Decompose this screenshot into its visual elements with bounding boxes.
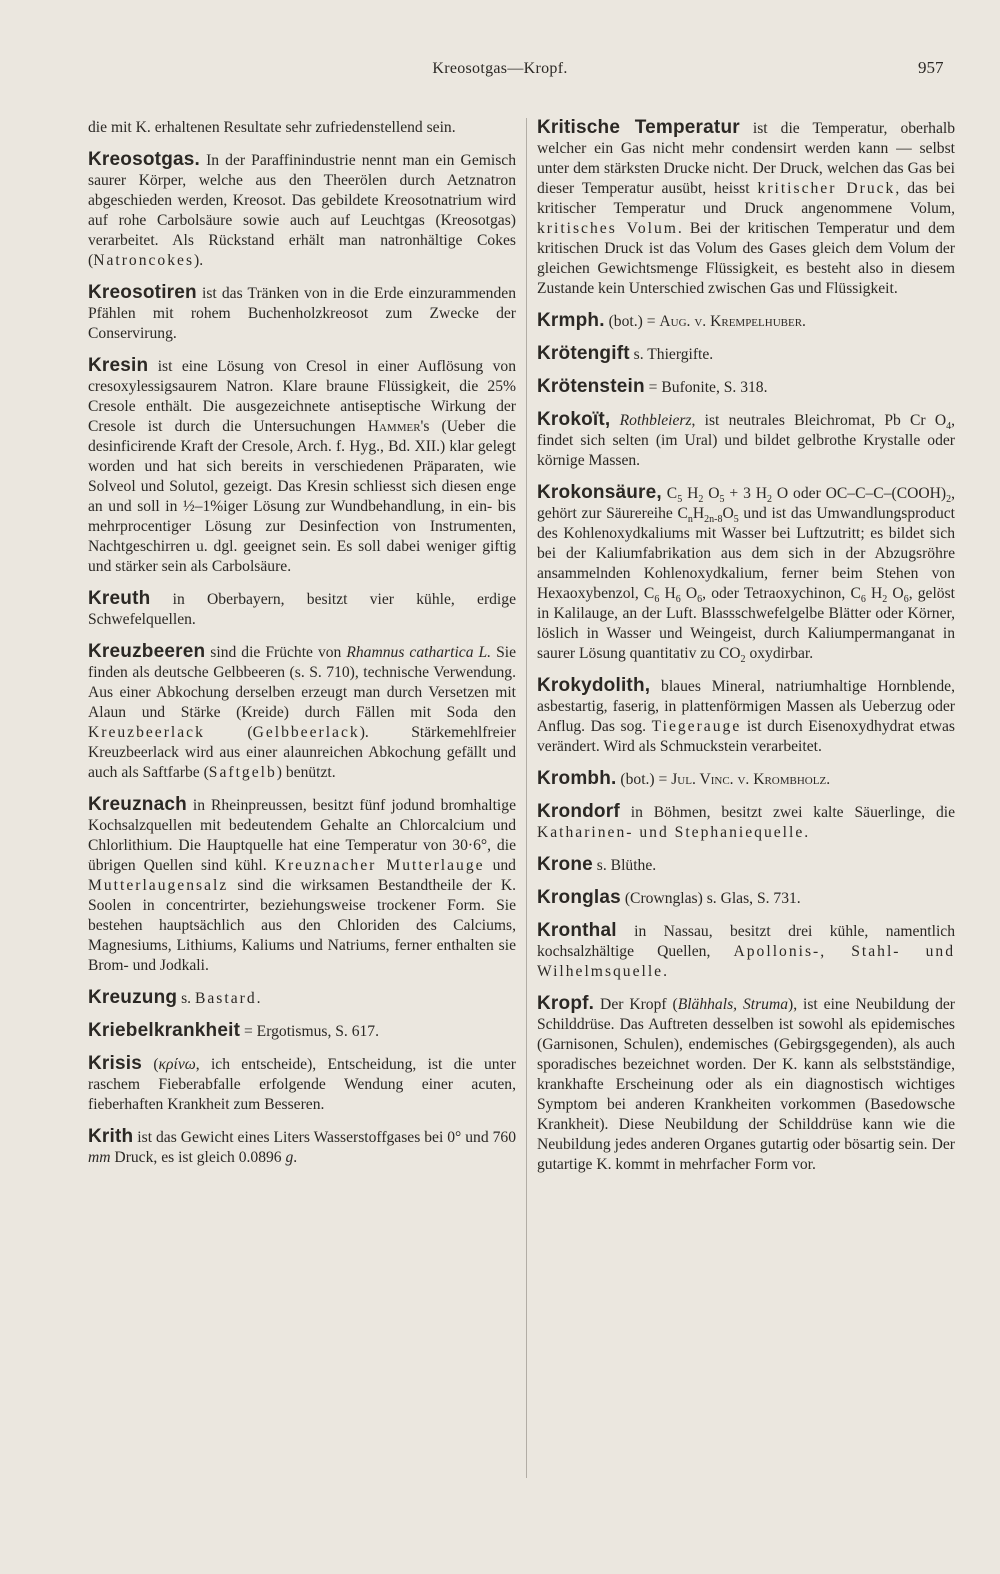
subscript: n	[687, 514, 693, 526]
entry-text: ist eine Lösung von Cresol in einer Auflösung von cresoxylessigsaurem Natron. Klare braune Flüssigkeit, die 25% Cresole enthält. Die ausgezeichnete antiseptische Wirkung der Cresole ist durch die Untersuchungen	[88, 358, 516, 435]
entry-kritische-temperatur	[537, 118, 955, 299]
headword: Kreuth	[88, 588, 151, 609]
entry-text: H	[692, 505, 705, 522]
subscript: 2	[740, 654, 746, 666]
entry-text: (bot.) =	[616, 771, 672, 788]
spaced-term: Bastard	[194, 990, 257, 1007]
page-number: 957	[918, 58, 944, 77]
formula-text: O	[703, 485, 720, 502]
entry-text: In der Paraffinindustrie nennt man ein Gemisch saurer Körper, welche aus den Theerölen durch Aetznatron abgeschieden werden, Kreosot. Das gebildete Kreosotnatrium wird auf rohe Carbolsäure sowie auch auf Leuchtgas (Kreosotgas) verarbeitet. Als Rückstand erhält man natronhältige Cokes (	[88, 152, 516, 269]
entry-text: ist das Tränken von in die Erde einzurammenden Pfählen mit rohem Buchenholzkreosot zum Zwecke der Conservirung.	[88, 285, 516, 342]
formula-text: + 3 H	[724, 485, 768, 502]
entry-text: , gehört zur Säurereihe C	[537, 485, 955, 522]
entry-krondorf	[537, 802, 955, 843]
entry-krokydolith	[537, 676, 955, 757]
entry-kreuth	[88, 589, 516, 630]
subscript: 6	[675, 594, 681, 606]
author-name: Hammer	[367, 418, 421, 435]
formula-text: C	[661, 485, 678, 502]
entry-text: (	[142, 1056, 159, 1073]
headword: Krombh.	[537, 768, 617, 789]
headword: Krmph.	[537, 310, 605, 331]
entry-text: .	[802, 313, 806, 330]
headword: Kronglas	[537, 887, 621, 908]
entry-text: . Bei der kritischen Temperatur und dem kritischen Druck ist das Volum des Gases gleich dem Volum der gleichen Gewichtsmenge Flüssigkeit, es besteht also in diesem Zustande kein Unterschied zwischen Gas und Flüssigkeit.	[537, 220, 955, 297]
entry-text: Sie finden als deutsche Gelbbeeren (s. S. 710), technische Verwendung. Aus einer Abkochung derselben erzeugt man durch Versetzen mit Alaun und Stärke (Kreide) durch Fällen mit Soda den	[88, 644, 517, 721]
entry-kreosotiren	[88, 283, 516, 344]
entry-kresin	[88, 356, 516, 577]
synonym: Rothbleierz	[619, 412, 692, 429]
entry-text: , oder Tetraoxychinon, C	[702, 585, 861, 602]
entry-text: in Rheinpreussen, besitzt fünf jodund bromhaltige Kochsalzquellen mit bedeutendem Gehalte an Chlorcalcium und Chlorlithium. Die Hauptquelle hat eine Temperatur von 30·6°, die übrigen Quellen sind kühl.	[88, 797, 516, 874]
left-column	[88, 118, 516, 1168]
headword: Kresin	[88, 355, 149, 376]
running-head: Kreosotgas—Kropf.	[432, 60, 568, 77]
headword: Krokonsäure,	[537, 482, 662, 503]
spaced-term: kritischer Druck	[757, 180, 896, 197]
headword: Krisis	[88, 1053, 143, 1074]
entry-text: , ich entscheide), Entscheidung, ist die unter raschem Fieberabfalle erfolgende Wendung einer acuten, fieberhaften Krankheit zum Besseren.	[88, 1056, 516, 1113]
entry-text: und ist das Umwandlungsproduct des Kohlenoxydkaliums mit Wasser bei Luftzutritt; es bildet sich bei der Kaliumfabrikation aus dem sich in der Abzugsröhre ansammelnden Kohlenoxydkalium, ferner beim Stehen von Hexaoxybenzol, C	[537, 505, 955, 602]
spaced-term: Kreuznacher Mutterlauge	[274, 857, 485, 874]
entry-text: s. Thiergifte.	[629, 346, 714, 363]
headword: Krokydolith,	[537, 675, 651, 696]
entry-text: ), ist eine Neubildung der Schilddrüse. Das Auftreten desselben ist sowohl als epidemisches (Garnisonen, Schulen), endemisches (Gebirgsgegenden), als auch sporadisches bezeichnet worden. Der K. kann als selbstständige, krankhafte Erscheinung oder als ein diagnostisch wichtiges Symptom bei anderen Krankheiten vorkommen (Basedowsche Krankheit). Diese Neubildung der Schilddrüse kann wie die Neubildung jedes anderen Organes gutartig oder bösartig sein. Der gutartige K. kommt in mehrfacher Form vor.	[537, 996, 955, 1173]
entry-text: H	[659, 585, 676, 602]
headword: Krith	[88, 1126, 134, 1147]
spaced-term: Gelbbeerlack	[252, 724, 360, 741]
entry-kreuznach	[88, 795, 516, 976]
entry-text: Der Kropf (	[594, 996, 678, 1013]
entry-text: (	[204, 724, 253, 741]
headword: Kreuzung	[88, 987, 178, 1008]
entry-text: s.	[177, 990, 195, 1007]
headword: Krötengift	[537, 343, 630, 364]
entry-text: .	[663, 963, 668, 980]
subscript: 4	[946, 421, 952, 433]
entry-text: s. Blüthe.	[592, 857, 657, 874]
headword: Krone	[537, 854, 593, 875]
entry-text: .	[804, 824, 809, 841]
entry-text: ).	[194, 252, 204, 269]
subscript: 2	[882, 594, 888, 606]
entry-krokoit	[537, 410, 955, 471]
species-name: Rhamnus cathartica L.	[346, 644, 492, 661]
subscript: 5	[677, 494, 683, 506]
spaced-term: Kreuzbeerlack	[88, 724, 205, 741]
subscript: 6	[654, 594, 660, 606]
subscript: 5	[719, 494, 725, 506]
entry-text: (Crownglas) s. Glas, S. 731.	[620, 890, 801, 907]
greek-word: κρίνω	[158, 1056, 196, 1073]
entry-text: ). Stärkemehlfreier Kreuzbeerlack wird aus einer alaunreichen Abkochung gefällt und auch als Saftfarbe (	[88, 724, 517, 781]
spaced-term: kritisches Volum	[537, 220, 678, 237]
synonym: Blähhals, Struma	[677, 996, 788, 1013]
entry-krokonsaeure	[537, 483, 955, 664]
entry-text: sind die Früchte von	[205, 644, 347, 661]
entry-kriebelkrankheit	[88, 1021, 516, 1042]
spaced-term: Apollonis-, Stahl- und Wilhelmsquelle	[537, 943, 955, 980]
entry-krisis	[88, 1054, 516, 1115]
entry-kroetengift	[537, 344, 955, 365]
entry-krith	[88, 1127, 516, 1168]
spaced-term: Saftgelb	[208, 764, 277, 781]
unit: g	[285, 1149, 294, 1166]
headword: Krötenstein	[537, 376, 645, 397]
headword: Kreosotiren	[88, 282, 197, 303]
formula-text: O oder OC–C–C–(COOH)	[772, 485, 947, 502]
entry-text: blaues Mineral, natriumhaltige Hornblende, asbestartig, faserig, in plattenförmigen Massen als Ueberzug oder Anflug. Das sog.	[537, 678, 955, 735]
entry-text: und	[484, 857, 516, 874]
spaced-term: Natroncokes	[93, 252, 195, 269]
entry-text: O	[722, 505, 734, 522]
spaced-term: Mutterlaugensalz	[88, 877, 229, 894]
entry-kreuzung	[88, 988, 516, 1009]
entry-text: in Nassau, besitzt drei kühle, namentlich kochsalzhältige Quellen,	[537, 923, 955, 960]
entry-text: in Böhmen, besitzt zwei kalte Säuerlinge, die	[619, 804, 955, 821]
entry-text	[610, 412, 619, 429]
headword: Kritische Temperatur	[537, 117, 740, 138]
entry-text: ist durch Eisenoxydhydrat etwas verändert. Wird als Schmuckstein verarbeitet.	[537, 718, 955, 755]
entry-kreuzbeeren	[88, 642, 516, 783]
entry-text: ist die Temperatur, oberhalb welcher ein Gas nicht mehr condensirt werden kann — selbst unter dem stärksten Drucke nicht. Der Druck, welchen das Gas bei dieser Temperatur ausübt, heisst	[537, 120, 956, 197]
headword: Kreuzbeeren	[88, 641, 206, 662]
author-name: Aug. v. Krempelhuber	[659, 313, 803, 330]
column-divider	[526, 118, 527, 1478]
entry-text: H	[865, 585, 883, 602]
entry-text: O	[680, 585, 698, 602]
subscript: 5	[733, 514, 739, 526]
entry-text: die mit K. erhaltenen Resultate sehr zufriedenstellend sein.	[88, 119, 456, 136]
entry-text: .	[826, 771, 831, 788]
headword: Kreosotgas.	[88, 149, 201, 170]
entry-kronglas	[537, 888, 955, 909]
entry-text: = Bufonite, S. 318.	[644, 379, 768, 396]
subscript: 6	[860, 594, 866, 606]
entry-text: , das bei kritischer Temperatur und Druck angenommene Volum,	[537, 180, 955, 217]
headword: Krokoït,	[537, 409, 611, 430]
entry-text: , ist neutrales Bleichromat, Pb Cr O	[691, 412, 947, 429]
headword: Kriebelkrankheit	[88, 1020, 241, 1041]
formula-text: H	[682, 485, 699, 502]
subscript: 2	[946, 494, 952, 506]
subscript: 2n-8	[704, 514, 723, 526]
entry-text: ) benützt.	[276, 764, 336, 781]
entry-kroetenstein	[537, 377, 955, 398]
subscript: 6	[697, 594, 703, 606]
subscript: 6	[903, 594, 909, 606]
spaced-term: Katharinen- und Stephaniequelle	[537, 824, 805, 841]
entry-text: 's (Ueber die desinficirende Kraft der Cresole, Arch. f. Hyg., Bd. XII.) klar gelegt worden und hat sich bereits in verschiedenen Präparaten, wie Solveol und Solutol, gezeigt. Das Kresin schliesst sich diesen enge an und soll in ½–1%iger Lösung zur Wundbehandlung, in ein- bis mehrprocentiger Lösung zur Desinfection von Instrumenten, Nachtgeschirren u. dgl. geeignet sein. Es soll dabei weniger giftig und stärker sein als Carbolsäure.	[88, 418, 516, 575]
headword: Kronthal	[537, 920, 617, 941]
spaced-term: Tiegerauge	[651, 718, 742, 735]
entry-text: O	[887, 585, 904, 602]
entry-text: Druck, es ist gleich 0.0896	[110, 1149, 286, 1166]
entry-text: sind die wirksamen Bestandtheile der K. Soolen in concentrirter, beziehungsweise trockener Form. Sie bestehen hauptsächlich aus den Chloriden des Calciums, Magnesiums, Lithiums, Kaliums und Natriums, ferner enthalten sie Brom- und Jodkali.	[88, 877, 516, 974]
headword: Krondorf	[537, 801, 620, 822]
entry-text: in Oberbayern, besitzt vier kühle, erdige Schwefelquellen.	[88, 591, 516, 628]
entry-text: .	[256, 990, 261, 1007]
author-name: Jul. Vinc. v. Krombholz	[671, 771, 827, 788]
entry-text: (bot.) =	[604, 313, 660, 330]
right-column	[537, 118, 955, 1175]
entry-krombh	[537, 769, 955, 790]
entry-text: ist das Gewicht eines Liters Wasserstoffgases bei 0° und 760	[133, 1129, 516, 1146]
entry-text: = Ergotismus, S. 617.	[240, 1023, 379, 1040]
subscript: 2	[767, 494, 773, 506]
entry-kreosotgas	[88, 150, 516, 271]
headword: Kropf.	[537, 993, 595, 1014]
entry-kropf	[537, 994, 955, 1175]
entry-text: .	[293, 1149, 298, 1166]
entry-kronthal	[537, 921, 955, 982]
entry-text: , findet sich selten (im Ural) und bildet gelbrothe Krystalle oder körnige Massen.	[537, 412, 955, 469]
headword: Kreuznach	[88, 794, 187, 815]
subscript: 2	[698, 494, 704, 506]
entry-krmph	[537, 311, 955, 332]
entry-continuation	[88, 118, 516, 138]
unit: mm	[88, 1149, 111, 1166]
entry-text: oxydirbar.	[745, 645, 814, 662]
entry-text: , gelöst in Kalilauge, an der Luft. Blassschwefelgelbe Blätter oder Körner, löslich in Wasser und Weingeist, durch Kaliumpermanganat in saurer Lösung quantitativ zu CO	[537, 585, 955, 662]
entry-krone	[537, 855, 955, 876]
